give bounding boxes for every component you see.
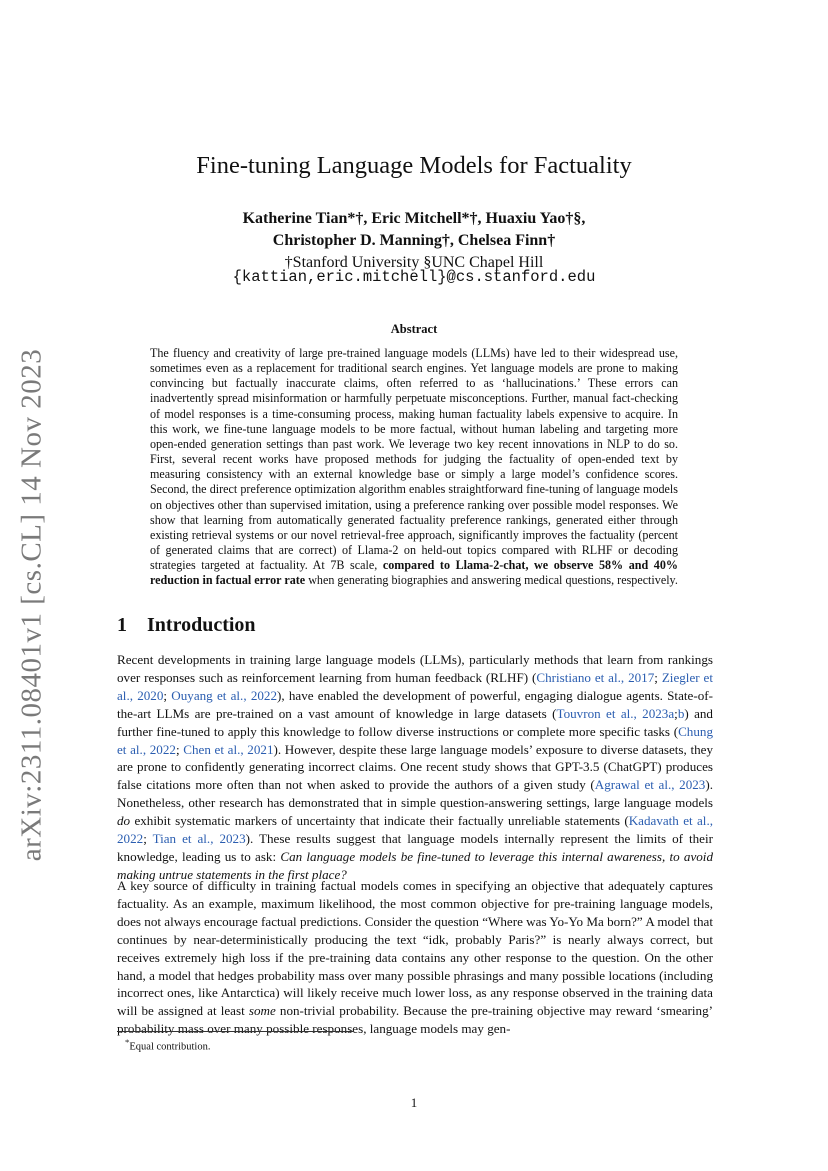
footnote-text: Equal contribution. — [129, 1041, 211, 1053]
arxiv-identifier: arXiv:2311.08401v1 [cs.CL] 14 Nov 2023 — [15, 348, 48, 862]
citation-link[interactable]: Chen et al., 2021 — [183, 741, 274, 757]
intro-paragraph-2 — [117, 877, 713, 1038]
abstract-key-result: compared to Llama-2-chat, we observe 58% and 40% reduction in factual error rate — [150, 558, 678, 588]
text-run: ; — [654, 669, 662, 685]
text-run: ; — [674, 705, 678, 721]
section-number: 1 — [117, 614, 127, 636]
text-run: ). However, despite these large language models’ exposure to diverse datasets, they are prone to confidently generating incorrect claims. One recent study shows that GPT-3.5 (ChatGPT) produces false citations more often than not when asked to provide the authors of a given study ( — [117, 741, 713, 793]
footnote-mark: * — [125, 1037, 130, 1047]
citation-link[interactable]: Tian et al., 2023 — [152, 831, 246, 847]
page-number: 1 — [410, 1095, 418, 1110]
citation-link[interactable]: Agrawal et al., 2023 — [594, 777, 706, 793]
research-question: Can language models be fine-tuned to leverage this internal awareness, to avoid making untrue statements in the first place? — [117, 848, 713, 882]
text-run: A key source of difficulty in training factual models comes in specifying an objective that adequately captures factuality. As an example, maximum likelihood, the most common objective for pre-training language models, does not always encourage factual predictions. Consider the question “Where was Yo-Yo Ma born?” A model that continues by near-deterministically producing the text “idk, probably Paris?” is nearly always correct, but receives extremely high loss if the pre-training data contains any other response to the question. On the other hand, a model that hedges probability mass over many possible phrasings and many possible locations (including incorrect ones, like Antarctica) will likely receive much lower loss, as any response observed in the training data will be assigned at least — [117, 878, 713, 1019]
arxiv-sidebar — [8, 348, 56, 862]
text-run: ; — [163, 687, 172, 703]
text-run: ). These results suggest that language models internally represent the limits of their knowledge, leading us to ask: — [117, 831, 713, 864]
footnote-divider — [117, 1031, 354, 1032]
abstract-body: The fluency and creativity of large pre-trained language models (LLMs) have led to their widespread use, sometimes even as a replacement for traditional search engines. Yet language models are prone to making convincing but factually inaccurate claims, often referred to as ‘hallucinations.’ These errors can inadvertently spread misinformation or harmfully perpetuate misconceptions. Further, manual fact-checking of model responses is a time-consuming process, making human factuality labels expensive to acquire. In this work, we fine-tune language models to be more factual, without human labeling and targeting more open-ended generation settings than past work. We leverage two key recent innovations in NLP to do so. First, several recent works have proposed methods for judging the factuality of open-ended text by measuring consistency with an external knowledge base or simply a large model’s confidence scores. Second, the direct preference optimization algorithm enables straightforward fine-tuning of language models on objectives other than supervised imitation, using a preference ranking over possible model responses. We show that learning from automatically generated factuality preference rankings, generated either through existing retrieval systems or our novel retrieval-free approach, significantly improves the factuality (percent of generated claims that are correct) of Llama-2 on held-out topics compared with RLHF or decoding strategies targeted at factuality. At 7B scale, — [150, 346, 678, 573]
citation-link[interactable]: Chung et al., 2022 — [117, 723, 713, 757]
affiliations: †Stanford University §UNC Chapel Hill — [284, 254, 544, 271]
section-title: Introduction — [147, 614, 256, 636]
citation-link[interactable]: Touvron et al., 2023a — [556, 705, 675, 721]
emphasis: do — [117, 813, 131, 829]
citation-link[interactable]: b — [677, 705, 685, 721]
paper-title: Fine-tuning Language Models for Factuality — [196, 152, 632, 179]
section-heading — [117, 614, 256, 637]
authors-line-1: Katherine Tian*†, Eric Mitchell*†, Huaxiu Yao†§, — [242, 210, 586, 227]
text-run: non-trivial probability. Because the pre-training objective may reward ‘smearing’ probability mass over many possible responses, language models may gen- — [117, 1003, 713, 1037]
text-run: Recent developments in training large language models (LLMs), particularly methods that learn from rankings over responses such as reinforcement learning from human feedback (RLHF) ( — [117, 652, 713, 685]
citation-link[interactable]: Ouyang et al., 2022 — [171, 687, 278, 703]
text-run: ) and further fine-tuned to apply this knowledge to follow diverse instructions or complete more specific tasks ( — [117, 705, 713, 739]
authors-line-2: Christopher D. Manning†, Chelsea Finn† — [272, 232, 556, 249]
text-run: ), have enabled the development of powerful, engaging dialogue agents. State-of-the-art LLMs are pre-trained on a vast amount of knowledge in large datasets ( — [117, 687, 713, 721]
emphasis: some — [248, 1003, 276, 1019]
author-block — [0, 208, 828, 274]
author-email: {kattian,eric.mitchell}@cs.stanford.edu — [232, 268, 596, 286]
abstract-ending: when generating biographies and answering medical questions, respectively. — [308, 573, 678, 588]
citation-link[interactable]: Christiano et al., 2017 — [536, 669, 655, 685]
text-run: ; — [143, 831, 153, 847]
citation-link[interactable]: Ziegler et al., 2020 — [117, 669, 713, 703]
abstract-text — [150, 346, 678, 589]
intro-paragraph-1 — [117, 651, 713, 884]
abstract-heading: Abstract — [390, 322, 438, 336]
text-run: ). Nonetheless, other research has demonstrated that in simple question-answering settings, large language models — [117, 777, 713, 811]
text-run: exhibit systematic markers of uncertainty that indicate their factually unreliable statements ( — [130, 813, 629, 829]
citation-link[interactable]: Kadavath et al., 2022 — [117, 813, 713, 847]
footnote — [125, 1037, 210, 1053]
text-run: ; — [175, 741, 184, 757]
